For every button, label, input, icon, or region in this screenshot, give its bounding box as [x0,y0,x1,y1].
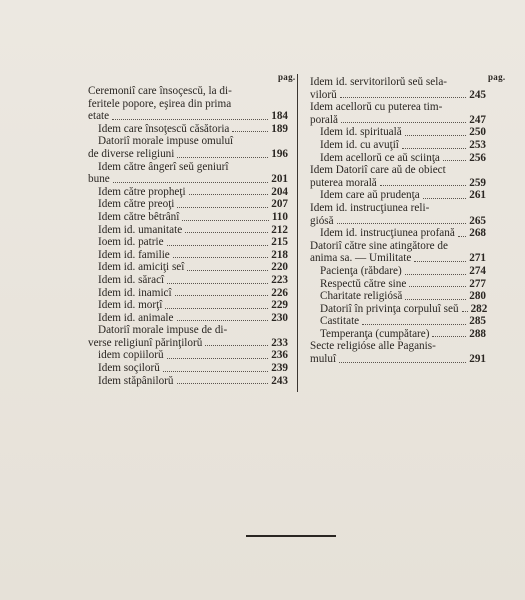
page-column-header-left: pag. [278,72,296,82]
dot-leader [185,232,268,233]
entry-line [310,139,486,152]
index-entry [310,265,486,278]
entry-line [88,148,288,161]
entry-title: Datoriî în privinţa corpuluî seŭ [320,302,459,315]
index-entry [310,76,486,101]
page-number: 261 [469,189,486,202]
page-number: 256 [469,151,486,164]
left-index-column [88,85,288,387]
entry-title: Idem id. umanitate [98,223,183,236]
entry-line [88,123,288,136]
index-entry [88,85,288,123]
page-number: 215 [271,236,288,249]
index-entry [88,224,288,237]
entry-title: Idem id. amiciţi seî [98,261,185,274]
dot-leader [340,97,466,98]
right-index-column [310,76,486,366]
entry-title: Idem acellorŭ ce aŭ sciinţa [320,151,440,164]
dot-leader [182,220,268,221]
dot-leader [165,308,268,309]
entry-line [310,353,486,366]
page-number: 247 [469,113,486,126]
entry-line [310,126,486,139]
entry-text-line: Datoriî către sine atingătore de [310,239,448,252]
entry-line [310,177,486,190]
index-entry [88,375,288,388]
index-entry [88,349,288,362]
entry-title: Idem id. morţî [98,299,163,312]
entry-text-line: Idem id. instrucţiunea reli- [310,201,430,214]
entry-line [88,274,288,287]
dot-leader [458,236,466,237]
entry-title: Idem id. cu avuţiî [320,138,399,151]
entry-title: idem copiilorŭ [98,349,164,362]
index-entry [310,290,486,303]
page-number: 236 [271,349,288,362]
entry-title: de diverse religiuni [88,147,175,160]
index-entry [88,123,288,136]
entry-line [310,315,486,328]
entry-line [88,186,288,199]
dot-leader [187,270,268,271]
page-number: 250 [469,126,486,139]
index-entry [310,101,486,126]
entry-text-line: Secte religióse alle Paganis- [310,340,436,353]
entry-line [310,215,486,228]
entry-line [88,173,288,186]
entry-text-line: Idem id. servitorilorŭ seŭ sela- [310,76,448,88]
page-number: 184 [271,110,288,123]
entry-text-line: Ceremoniî care însoçescŭ, la di- [88,85,232,97]
entry-line [88,375,288,388]
dot-leader [341,122,466,123]
entry-title: Pacienţa (răbdare) [320,264,402,277]
index-entry [310,152,486,165]
page-number: 204 [271,185,288,198]
page-number: 277 [469,277,486,290]
page-number: 189 [271,122,288,135]
dot-leader [409,286,466,287]
entry-line [310,328,486,341]
entry-line [88,337,288,350]
index-entry [310,240,486,265]
page-number: 218 [271,248,288,261]
entry-title: Idem care aŭ prudenţa [320,189,420,202]
index-entry [310,303,486,316]
entry-line [88,224,288,237]
page-number: 265 [469,214,486,227]
index-entry [88,161,288,186]
entry-title: Castitate [320,315,360,328]
index-entry [310,189,486,202]
entry-title: porală [310,113,338,126]
entry-title: vilorŭ [310,88,337,101]
entry-line [310,278,486,291]
index-entry [88,274,288,287]
page-number: 243 [271,374,288,387]
dot-leader [177,383,269,384]
dot-leader [337,223,467,224]
index-entry [310,126,486,139]
entry-title: muluî [310,353,337,366]
dot-leader [173,257,268,258]
index-entry [88,324,288,349]
entry-title: Respectŭ către sine [320,277,407,290]
entry-line [310,290,486,303]
entry-line [310,89,486,102]
entry-text-line: Datoriî morale impuse omuluî [98,135,234,148]
index-entry [310,340,486,365]
page-number: 223 [271,273,288,286]
entry-line [310,303,486,316]
entry-line [88,312,288,325]
page-number: 110 [271,210,288,223]
entry-title: puterea morală [310,176,377,189]
entry-line [310,227,486,240]
page-number: 245 [469,88,486,101]
dot-leader [402,148,466,149]
dot-leader [405,299,466,300]
index-entry [88,261,288,274]
dot-leader [414,261,466,262]
entry-line [88,362,288,375]
entry-text-line: Idem către ângerî seŭ geniurî [98,160,229,173]
entry-title: verse religiunî părinţilorŭ [88,336,203,349]
dot-leader [205,345,268,346]
page-number: 253 [469,138,486,151]
entry-line [88,198,288,211]
index-entry [88,312,288,325]
entry-title: Ioem id. patrie [98,236,164,249]
entry-line [310,265,486,278]
dot-leader [362,324,466,325]
entry-line [88,261,288,274]
entry-line [88,299,288,312]
entry-title: Idem id. săracî [98,273,165,286]
entry-title: Idem id. familie [98,248,170,261]
entry-title: Idem către preoţi [98,198,175,211]
entry-line [88,287,288,300]
entry-title: bune [88,173,110,186]
entry-text-line: Idem acellorŭ cu puterea tim- [310,101,443,114]
entry-title: Idem stăpânilorŭ [98,374,174,387]
index-entry [310,227,486,240]
index-entry [310,164,486,189]
dot-leader [113,182,268,183]
page-number: 274 [469,264,486,277]
index-entry [88,236,288,249]
index-entry [88,362,288,375]
page-number: 229 [271,299,288,312]
entry-title: Idem către bêtrânî [98,210,180,223]
index-entry [88,249,288,262]
page-number: 291 [469,353,486,366]
dot-leader [405,135,467,136]
page-number: 207 [271,198,288,211]
dot-leader [175,295,269,296]
index-entry [88,211,288,224]
entry-title: Idem către propheţi [98,185,186,198]
entry-title: Idem id. animale [98,311,174,324]
entry-title: etate [88,110,110,123]
entry-title: Idem care însoţescŭ căsătoria [98,122,230,135]
index-entry [88,198,288,211]
page-number: 220 [271,261,288,274]
dot-leader [339,362,466,363]
dot-leader [177,207,268,208]
entry-line [88,110,288,123]
index-entry [88,186,288,199]
entry-line [310,152,486,165]
dot-leader [167,358,269,359]
entry-title: Temperanţa (cumpătare) [320,327,430,340]
dot-leader [189,194,269,195]
column-divider [297,74,298,392]
entry-title: Idem id. spirituală [320,126,402,139]
entry-line [88,249,288,262]
page-number: 282 [470,302,488,315]
entry-line [310,252,486,265]
entry-title: giósă [310,214,334,227]
page-number: 271 [469,252,486,265]
page-number: 285 [469,315,486,328]
dot-leader [405,274,467,275]
entry-title: Charitate religiósă [320,290,403,303]
page-number: 288 [469,327,486,340]
index-entry [88,135,288,160]
index-entry [310,328,486,341]
entry-line [310,114,486,127]
entry-line [88,211,288,224]
dot-leader [423,198,467,199]
end-rule [246,535,336,537]
page-number: 259 [469,176,486,189]
index-entry [310,139,486,152]
entry-title: Idem id. inamicî [98,286,172,299]
entry-line [88,349,288,362]
index-entry [88,299,288,312]
dot-leader [112,119,268,120]
entry-title: Idem soçilorŭ [98,362,160,375]
entry-line [88,236,288,249]
dot-leader [167,245,269,246]
dot-leader [163,371,268,372]
page-column-header-right: pag. [488,72,506,82]
page-number: 268 [469,227,486,240]
page-number: 233 [271,336,288,349]
page-number: 280 [469,290,486,303]
dot-leader [167,283,268,284]
index-entry [310,315,486,328]
index-entry [88,287,288,300]
page-number: 201 [271,173,288,186]
page-number: 196 [271,147,288,160]
entry-line [310,189,486,202]
index-entry [310,202,486,227]
entry-text-line: Idem Datoriî care aŭ de obiect [310,164,446,177]
page-number: 226 [271,286,288,299]
page-number: 230 [271,311,288,324]
dot-leader [177,320,269,321]
page-number: 239 [271,362,288,375]
dot-leader [380,185,466,186]
dot-leader [232,131,268,132]
dot-leader [443,160,466,161]
dot-leader [177,157,268,158]
dot-leader [432,336,466,337]
entry-text-line: Datoriî morale impuse de di- [98,324,228,337]
page-number: 212 [271,223,288,236]
entry-title: Idem id. instrucţiunea profană [320,227,455,240]
entry-text-line: feritele popore, eşirea din prima [88,97,232,110]
index-entry [310,278,486,291]
dot-leader [462,311,468,312]
entry-title: anima sa. — Umilitate [310,252,412,265]
